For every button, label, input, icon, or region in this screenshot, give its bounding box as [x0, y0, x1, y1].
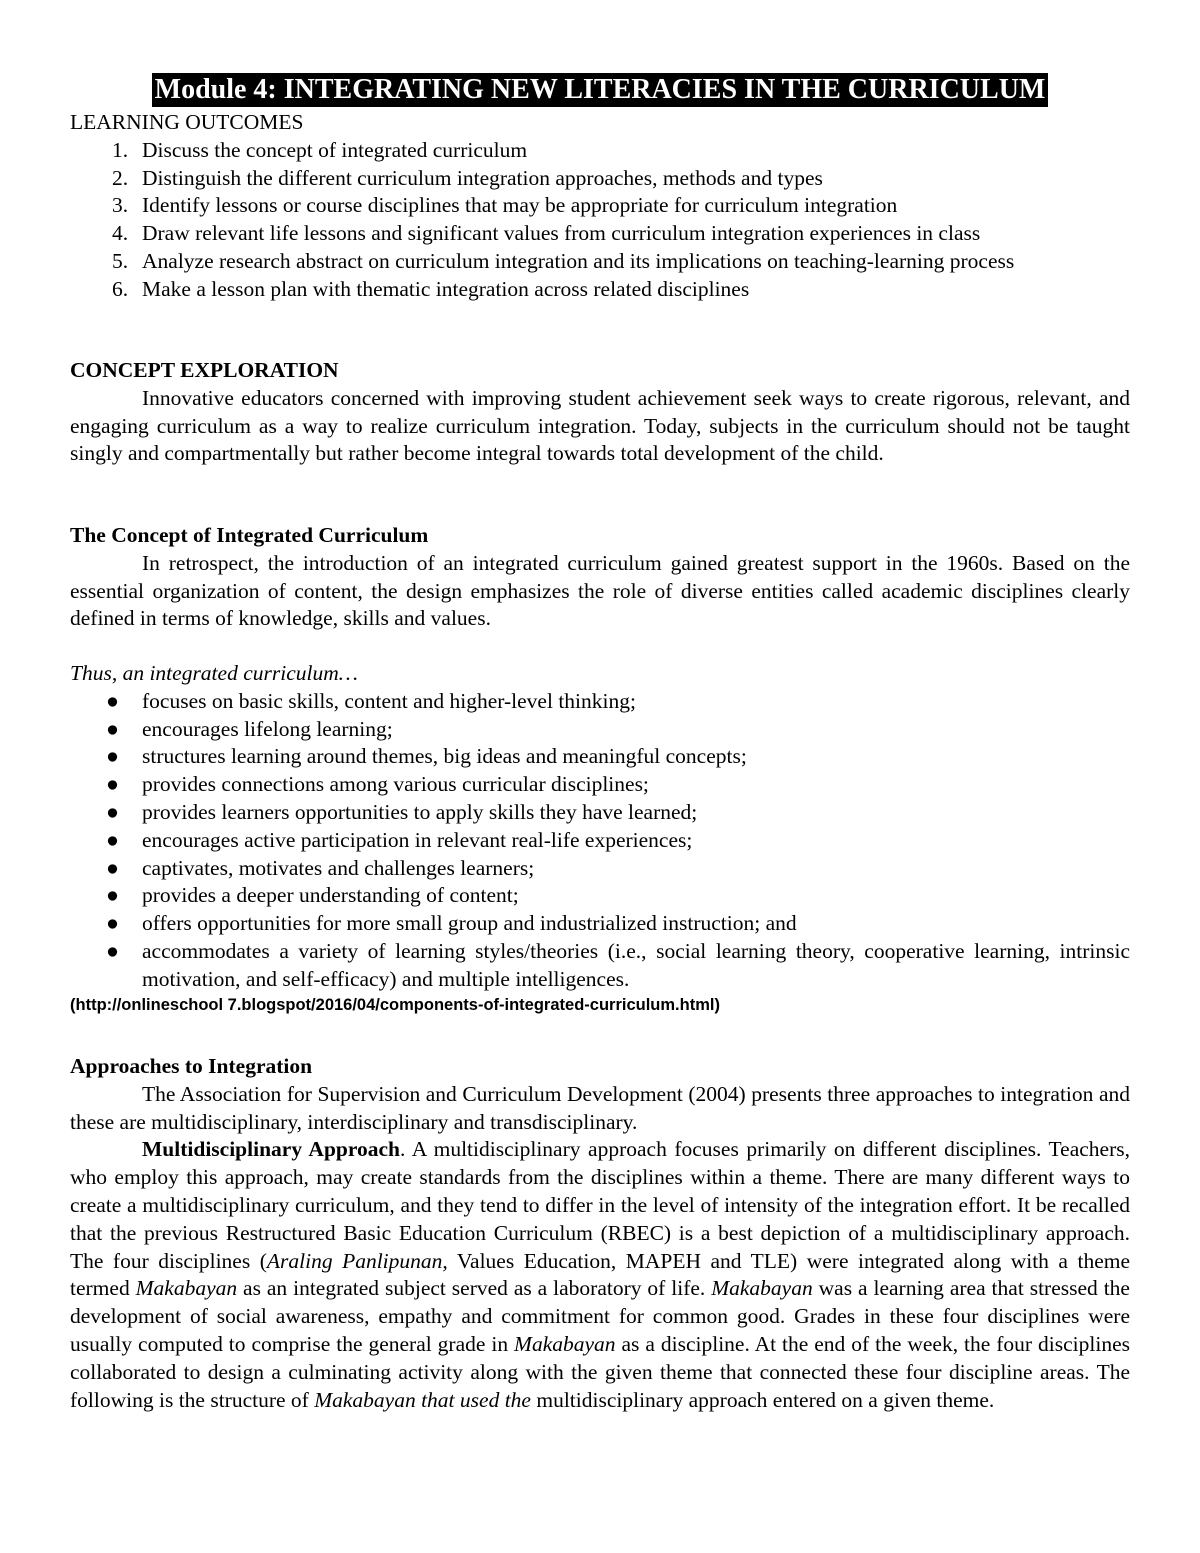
learning-outcome-item: [112, 276, 1130, 304]
multidisciplinary-term: Multidisciplinary Approach: [142, 1137, 401, 1162]
integrated-curriculum-bullet: [106, 938, 1130, 994]
bullet-icon: ●: [106, 827, 119, 852]
learning-outcome-item: [112, 220, 1130, 248]
learning-outcome-number: 3.: [112, 193, 129, 218]
learning-outcome-text: Distinguish the different curriculum integration approaches, methods and types: [142, 165, 823, 190]
bullet-icon: ●: [106, 855, 119, 880]
learning-outcomes-list: [70, 137, 1130, 304]
concept-exploration-section: [70, 357, 1130, 468]
bullet-text: focuses on basic skills, content and higher-level thinking;: [142, 688, 636, 713]
integrated-curriculum-bullets: [70, 688, 1130, 994]
bullet-icon: ●: [106, 911, 119, 936]
module-title: Module 4: INTEGRATING NEW LITERACIES IN THE CURRICULUM: [152, 73, 1049, 107]
integrated-curriculum-bullet: [106, 743, 1130, 771]
concept-exploration-paragraph: Innovative educators concerned with improving student achievement seek ways to create rigorous, relevant, and engaging curriculum as a way to realize curriculum integration. Today, subjects in the curriculum should not be taught singly and compartmentally but rather become integral towards total development of the child.: [70, 385, 1130, 466]
learning-outcome-item: [112, 192, 1130, 220]
bullet-text: accommodates a variety of learning styles/theories (i.e., social learning theory, cooperative learning, intrinsic motivation, and self-efficacy) and multiple intelligences.: [142, 938, 1130, 991]
approaches-section: [70, 1053, 1130, 1414]
bullet-text: provides connections among various curricular disciplines;: [142, 772, 649, 797]
makabayan-term-3: Makabayan: [514, 1331, 616, 1356]
multi-text-3: as an integrated subject served as a laboratory of life.: [237, 1276, 712, 1301]
bullet-text: captivates, motivates and challenges learners;: [142, 855, 535, 880]
learning-outcome-number: 6.: [112, 276, 129, 301]
bullet-icon: ●: [106, 716, 119, 741]
bullet-icon: ●: [106, 772, 119, 797]
bullet-text: structures learning around themes, big ideas and meaningful concepts;: [142, 744, 747, 769]
bullet-text: encourages lifelong learning;: [142, 716, 393, 741]
integrated-curriculum-bullet: [106, 716, 1130, 744]
approaches-intro: The Association for Supervision and Curriculum Development (2004) presents three approaches to integration and these are multidisciplinary, interdisciplinary and transdisciplinary.: [70, 1081, 1130, 1134]
learning-outcome-item: [112, 248, 1130, 276]
multi-text-5: as a discipline. At the end of the week, the four disciplines collaborated to design a culminating activity along with the given theme that connected these four discipline areas. The following is the structure of: [70, 1331, 1130, 1412]
title-bar: [70, 73, 1130, 107]
approaches-heading: Approaches to Integration: [70, 1054, 313, 1078]
integrated-curriculum-lead: Thus, an integrated curriculum…: [70, 661, 358, 685]
integrated-curriculum-bullet: [106, 688, 1130, 716]
learning-outcome-number: 2.: [112, 165, 129, 190]
bullet-text: offers opportunities for more small group and industrialized instruction; and: [142, 911, 797, 936]
integrated-curriculum-bullet: [106, 855, 1130, 883]
integrated-curriculum-bullet: [106, 882, 1130, 910]
bullet-icon: ●: [106, 938, 119, 963]
learning-outcome-text: Identify lessons or course disciplines that may be appropriate for curriculum integration: [142, 193, 898, 218]
multi-text-6: multidisciplinary approach entered on a given theme.: [530, 1387, 995, 1412]
makabayan-term-2: Makabayan: [711, 1276, 813, 1301]
learning-outcome-number: 4.: [112, 221, 129, 246]
learning-outcomes-heading: LEARNING OUTCOMES: [70, 110, 304, 134]
bullet-icon: ●: [106, 883, 119, 908]
makabayan-term-4: Makabayan that used the: [314, 1387, 531, 1412]
learning-outcome-text: Analyze research abstract on curriculum integration and its implications on teaching-learning process: [142, 248, 1015, 273]
multi-text-2: Values Education, MAPEH and TLE) were integrated along with a theme termed: [70, 1248, 1130, 1301]
bullet-icon: ●: [106, 799, 119, 824]
source-citation: (http://onlineschool 7.blogspot/2016/04/components-of-integrated-curriculum.html): [70, 995, 720, 1014]
bullet-icon: ●: [106, 688, 119, 713]
integrated-curriculum-bullet: [106, 799, 1130, 827]
integrated-curriculum-section: [70, 522, 1130, 633]
multi-text-1: . A multidisciplinary approach focuses primarily on different disciplines. Teachers, who employ this approach, may create standards from the disciplines within a theme. There are many different ways to create a multidisciplinary curriculum, and they tend to differ in the level of intensity of the integration effort. It be recalled that the previous Restructured Basic Education Curriculum (RBEC) is a best depiction of a multidisciplinary approach. The four disciplines (: [70, 1137, 1130, 1273]
learning-outcome-text: Discuss the concept of integrated curriculum: [142, 137, 528, 162]
makabayan-term-1: Makabayan: [135, 1276, 238, 1301]
integrated-curriculum-bullet: [106, 910, 1130, 938]
learning-outcome-text: Draw relevant life lessons and significant values from curriculum integration experiences in class: [142, 221, 981, 246]
learning-outcome-text: Make a lesson plan with thematic integration across related disciplines: [142, 276, 750, 301]
bullet-icon: ●: [106, 744, 119, 769]
concept-exploration-heading: CONCEPT EXPLORATION: [70, 358, 339, 382]
learning-outcome-item: [112, 137, 1130, 165]
araling-panlipunan-term: Araling Panlipunan,: [266, 1248, 448, 1273]
integrated-curriculum-bullet: [106, 827, 1130, 855]
integrated-curriculum-bullet: [106, 771, 1130, 799]
integrated-curriculum-list-section: [70, 660, 1130, 1016]
learning-outcome-number: 1.: [112, 137, 129, 162]
bullet-text: encourages active participation in relevant real-life experiences;: [142, 827, 693, 852]
bullet-text: provides a deeper understanding of content;: [142, 883, 519, 908]
multi-text-4: was a learning area that stressed the development of social awareness, empathy and commitment for common good. Grades in these four disciplines were usually computed to comprise the general grade in: [70, 1276, 1130, 1356]
learning-outcomes-section: [70, 109, 1130, 304]
integrated-curriculum-heading: The Concept of Integrated Curriculum: [70, 523, 429, 547]
learning-outcome-number: 5.: [112, 248, 129, 273]
learning-outcome-item: [112, 165, 1130, 193]
bullet-text: provides learners opportunities to apply skills they have learned;: [142, 799, 698, 824]
integrated-curriculum-paragraph: In retrospect, the introduction of an integrated curriculum gained greatest support in the 1960s. Based on the essential organization of content, the design emphasizes the role of diverse entities called academic disciplines clearly defined in terms of knowledge, skills and values.: [70, 550, 1130, 631]
multidisciplinary-paragraph: [70, 1136, 1130, 1414]
